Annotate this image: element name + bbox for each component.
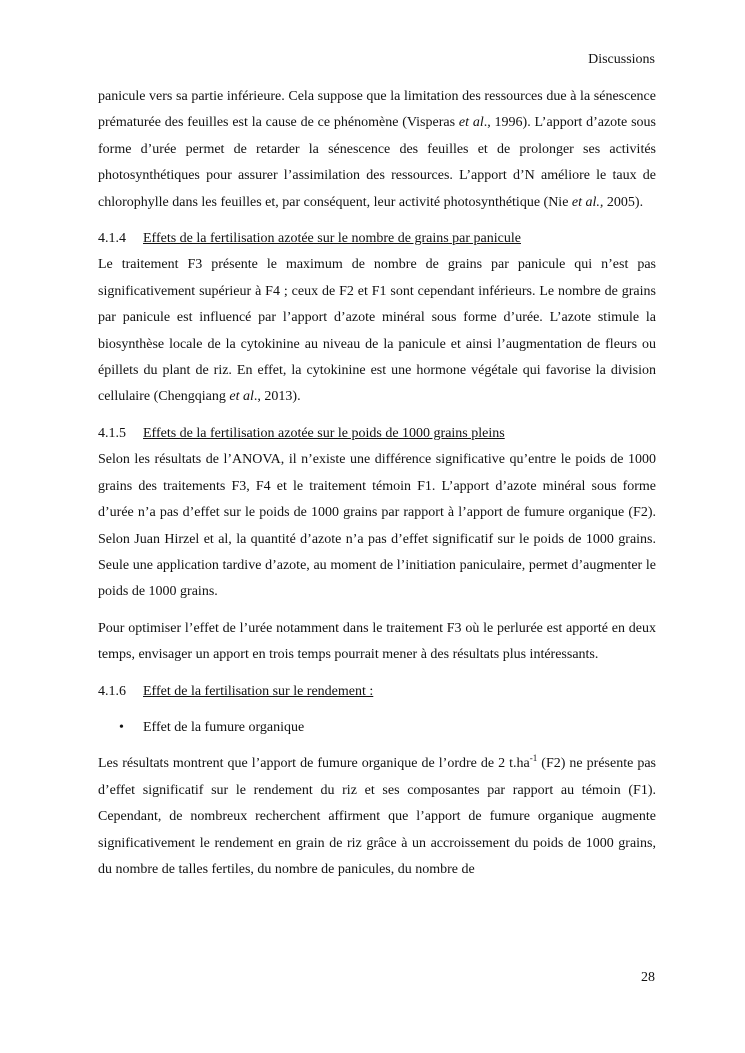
bullet-item-organic-manure xyxy=(98,715,656,741)
bullet-text: Effet de la fumure organique xyxy=(143,719,305,735)
section-number: 4.1.6 xyxy=(98,683,126,699)
section-number: 4.1.5 xyxy=(98,425,126,441)
text: (F2) ne présente pas d’effet significatif sur le rendement du riz et ses composantes par rapport au témoin (F1). Cependant, de nombreux recherchent affirment que l’apport de fumure organique augmente significativement le rendement en grain de riz grâce à un accroissement du poids de 1000 grains, du nombre de talles fertiles, du nombre de panicules, du nombre de xyxy=(98,756,656,877)
section-number: 4.1.4 xyxy=(98,231,126,247)
text: 2005). xyxy=(603,194,644,210)
citation-italic: et al xyxy=(229,389,254,405)
paragraph-yield-results xyxy=(98,751,656,883)
page-number: 28 xyxy=(641,970,655,985)
text: Le traitement F3 présente le maximum de nombre de grains par panicule qui n’est pas significativement supérieur à F4 ; ceux de F2 et F1 sont cependant inférieurs. Le nombre de grains par panicule est influencé par l’apport d’azote minéral sous forme d’urée. L’azote stimule la biosynthèse locale de la cytokinine au niveau de la panicule et ainsi l’augmentation de fleurs ou épillets du plant de riz. En effet, la cytokinine est une hormone végétale qui favorise la division cellulaire (Chengqiang xyxy=(98,257,656,405)
paragraph-optimization: Pour optimiser l’effet de l’urée notamment dans le traitement F3 où le perlurée est apporté en deux temps, envisager un apport en trois temps pourrait mener à des résultats plus intéressants. xyxy=(98,620,656,663)
section-heading-4-1-6 xyxy=(98,679,656,705)
text: ., 2013). xyxy=(253,389,301,405)
paragraph-senescence xyxy=(98,84,656,216)
text: ., 1996). L’apport d’azote sous forme d’urée permet de retarder la sénescence des feuilles et de prolonger ses activités photosynthétiques pour assurer l’assimilation des ressources. L’apport d’N améliore le taux de chlorophylle dans les feuilles et, par conséquent, leur activité photosynthétique (Nie xyxy=(98,115,656,210)
section-title: Effets de la fertilisation azotée sur le poids de 1000 grains pleins xyxy=(143,425,505,441)
document-body xyxy=(98,84,656,883)
superscript: -1 xyxy=(529,753,538,764)
section-heading-4-1-4 xyxy=(98,226,656,252)
citation-italic: et al xyxy=(458,115,484,131)
paragraph-thousand-grain-weight: Selon les résultats de l’ANOVA, il n’existe une différence significative qu’entre le poids de 1000 grains des traitements F3, F4 et le traitement témoin F1. L’apport d’azote minéral sous forme d’urée n’a pas d’effet sur le poids de 1000 grains par rapport à l’apport de fumure organique (F2). Selon Juan Hirzel et al, la quantité d’azote n’a pas d’effet significatif sur le poids de 1000 grains. Seule une application tardive d’azote, au moment de l’initiation paniculaire, permet d’augmenter le poids de 1000 grains. xyxy=(98,452,656,600)
page-header: Discussions xyxy=(588,52,655,67)
section-title: Effet de la fertilisation sur le rendement : xyxy=(143,683,374,699)
text: Les résultats montrent que l’apport de fumure organique de l’ordre de 2 t.ha xyxy=(98,756,530,772)
section-heading-4-1-5 xyxy=(98,421,656,447)
text: panicule vers sa partie inférieure. Cela suppose que la limitation des ressources due à la sénescence prématurée des feuilles est la cause de ce phénomène (Visperas xyxy=(98,89,656,131)
section-title: Effets de la fertilisation azotée sur le nombre de grains par panicule xyxy=(143,231,521,247)
bullet-icon: • xyxy=(119,719,124,735)
citation-italic: et al., xyxy=(571,194,604,210)
paragraph-grains-per-panicle xyxy=(98,252,656,410)
